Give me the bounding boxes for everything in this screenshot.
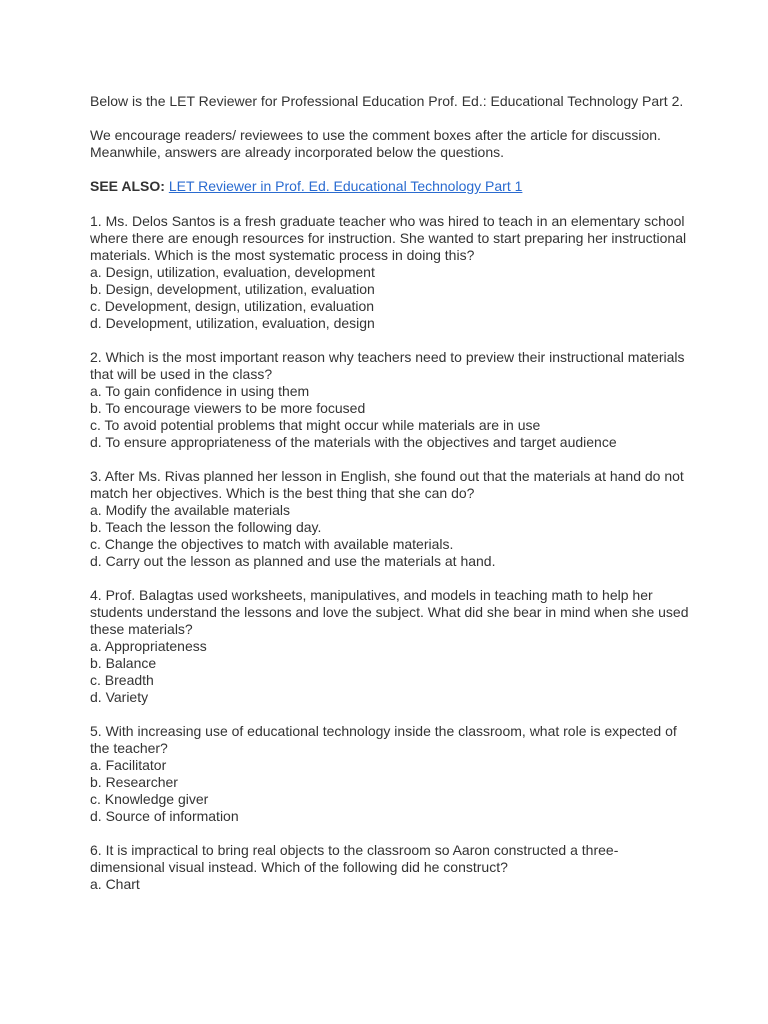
question-stem: 5. With increasing use of educational technology inside the classroom, what role is expected of the teacher?: [90, 723, 677, 756]
see-also-label: SEE ALSO:: [90, 178, 165, 194]
question-block: [90, 213, 690, 332]
see-also-link[interactable]: LET Reviewer in Prof. Ed. Educational Technology Part 1: [168, 178, 523, 194]
question-block: [90, 842, 690, 893]
question-stem: 6. It is impractical to bring real objects to the classroom so Aaron constructed a three-dimensional visual instead. Which of the following did he construct?: [90, 842, 619, 875]
question-block: [90, 587, 690, 706]
question-stem: 3. After Ms. Rivas planned her lesson in English, she found out that the materials at hand do not match her objectives. Which is the best thing that she can do?: [90, 468, 684, 501]
answer-option: a. Facilitator: [90, 757, 167, 773]
answer-option: a. Chart: [90, 876, 140, 892]
answer-option: d. Development, utilization, evaluation, design: [90, 315, 375, 331]
answer-option: d. Source of information: [90, 808, 239, 824]
question-block: [90, 723, 690, 825]
answer-option: c. Development, design, utilization, evaluation: [90, 298, 375, 314]
answer-option: c. To avoid potential problems that might occur while materials are in use: [90, 417, 541, 433]
answer-option: b. Teach the lesson the following day.: [90, 519, 322, 535]
answer-option: b. To encourage viewers to be more focused: [90, 400, 366, 416]
question-stem: 2. Which is the most important reason why teachers need to preview their instructional materials that will be used in the class?: [90, 349, 685, 382]
answer-option: d. To ensure appropriateness of the materials with the objectives and target audience: [90, 434, 617, 450]
answer-option: a. Appropriateness: [90, 638, 207, 654]
question-block: [90, 468, 690, 570]
question-list: [90, 213, 690, 893]
intro-paragraph: Below is the LET Reviewer for Professional Education Prof. Ed.: Educational Technology Part 2.: [90, 93, 684, 109]
answer-option: a. To gain confidence in using them: [90, 383, 310, 399]
answer-option: d. Carry out the lesson as planned and use the materials at hand.: [90, 553, 496, 569]
question-stem: 1. Ms. Delos Santos is a fresh graduate teacher who was hired to teach in an elementary school where there are enough resources for instruction. She wanted to start preparing her instructional materials. Which is the most systematic process in doing this?: [90, 213, 687, 263]
answer-option: c. Breadth: [90, 672, 154, 688]
answer-option: b. Design, development, utilization, evaluation: [90, 281, 375, 297]
question-block: [90, 349, 690, 451]
answer-option: a. Design, utilization, evaluation, development: [90, 264, 375, 280]
see-also-line: [90, 178, 690, 195]
encouragement-paragraph: We encourage readers/ reviewees to use the comment boxes after the article for discussion. Meanwhile, answers are already incorporated below the questions.: [90, 127, 661, 160]
document-body: [90, 93, 690, 910]
answer-option: d. Variety: [90, 689, 149, 705]
answer-option: b. Researcher: [90, 774, 178, 790]
answer-option: b. Balance: [90, 655, 157, 671]
question-stem: 4. Prof. Balagtas used worksheets, manipulatives, and models in teaching math to help her students understand the lessons and love the subject. What did she bear in mind when she used these materials?: [90, 587, 689, 637]
answer-option: c. Change the objectives to match with available materials.: [90, 536, 454, 552]
answer-option: c. Knowledge giver: [90, 791, 209, 807]
answer-option: a. Modify the available materials: [90, 502, 290, 518]
